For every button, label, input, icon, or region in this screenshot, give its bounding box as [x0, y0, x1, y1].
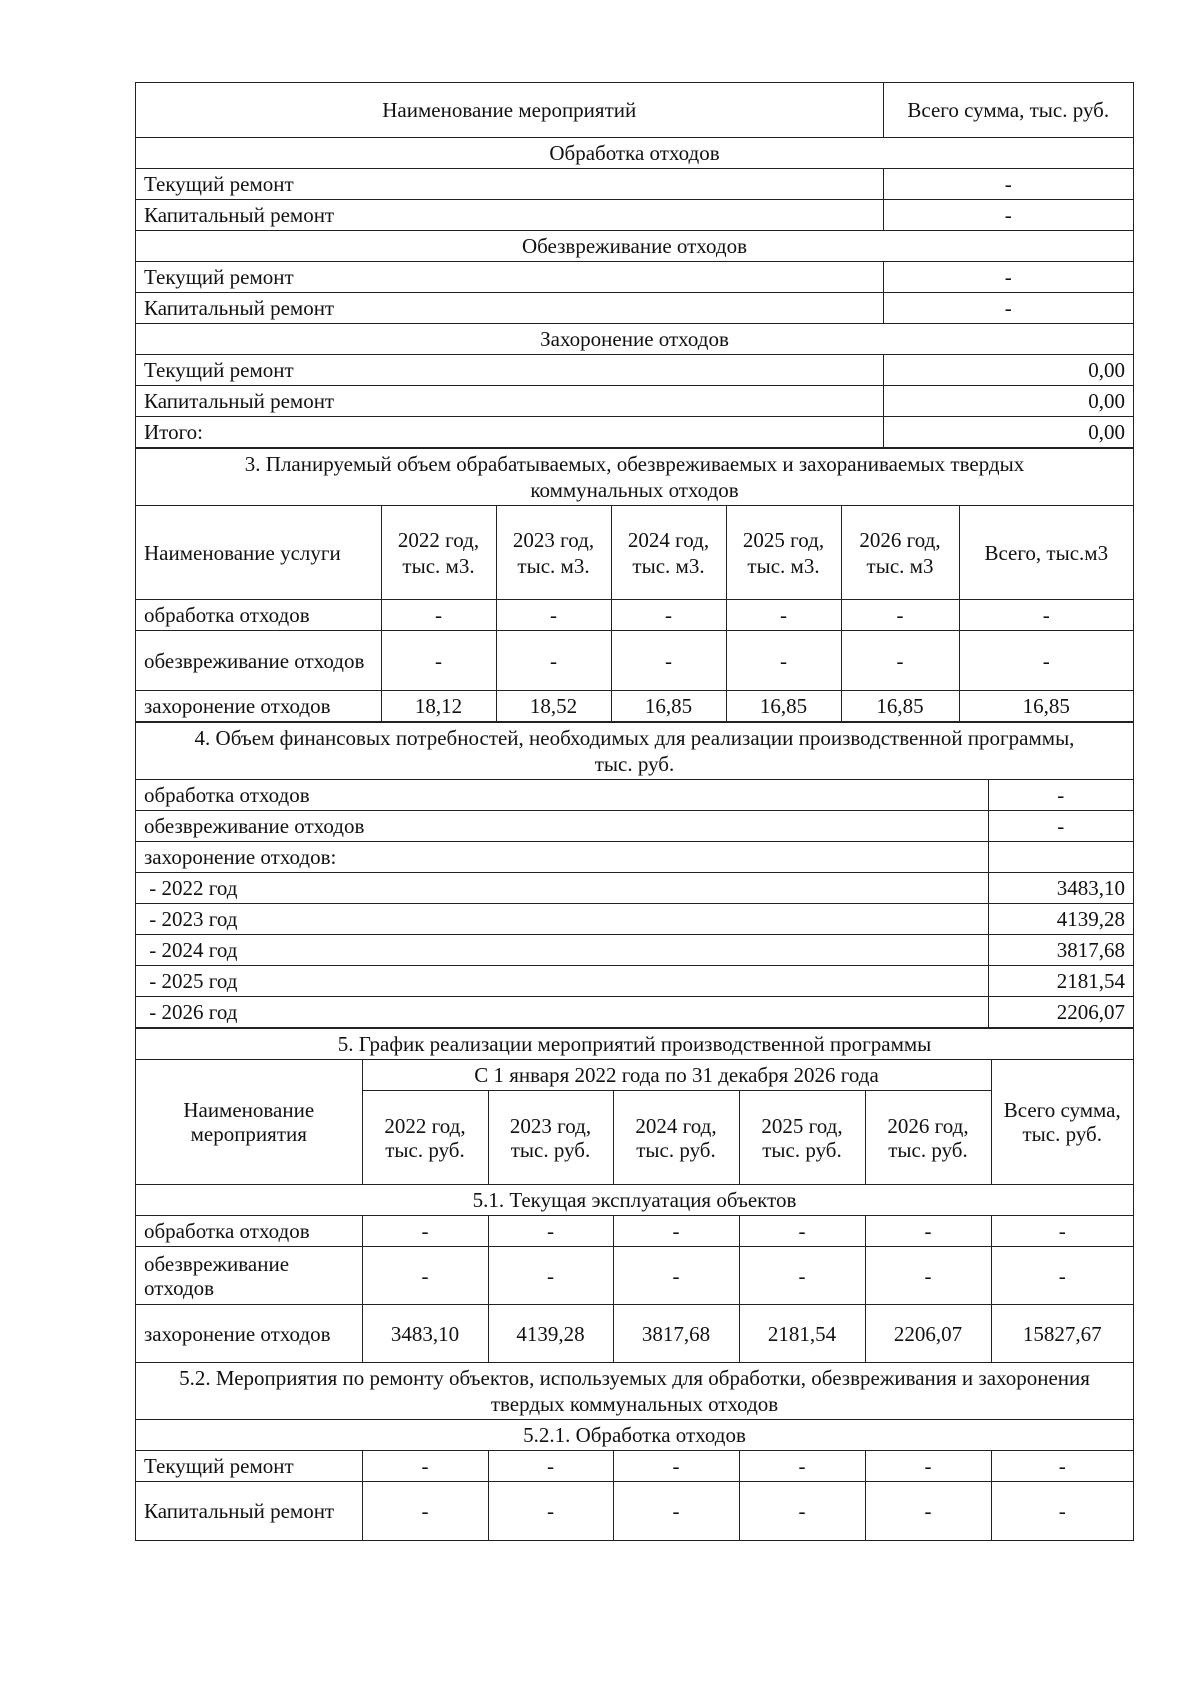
- header-name: Наименование мероприятий: [136, 83, 883, 138]
- cell: -: [613, 1451, 739, 1482]
- row-label: - 2022 год: [136, 873, 988, 904]
- row-label: Текущий ремонт: [136, 262, 883, 293]
- cell: -: [488, 1216, 613, 1247]
- year-header: 2026 год, тыс. руб.: [865, 1091, 991, 1185]
- col-header: Всего, тыс.м3: [959, 506, 1133, 600]
- section-title: Обезвреживание отходов: [136, 231, 1133, 262]
- cell: 16,85: [611, 691, 726, 722]
- row-label: Текущий ремонт: [136, 169, 883, 200]
- cell: -: [739, 1482, 865, 1540]
- total-label: Итого:: [136, 417, 883, 448]
- section-title: Захоронение отходов: [136, 324, 1133, 355]
- cell: -: [959, 631, 1133, 691]
- row-label: обезвреживание отходов: [136, 631, 381, 691]
- year-header: 2024 год, тыс. руб.: [613, 1091, 739, 1185]
- row-value: 2181,54: [988, 966, 1133, 997]
- row-label: Капитальный ремонт: [136, 386, 883, 417]
- col-header: 2026 год, тыс. м3: [841, 506, 959, 600]
- cell: 16,85: [726, 691, 841, 722]
- cell: -: [611, 600, 726, 631]
- subsection-title: 5.2. Мероприятия по ремонту объектов, используемых для обработки, обезвреживания и захоронения твердых коммунальных отходов: [136, 1363, 1133, 1420]
- cell: -: [865, 1451, 991, 1482]
- cell: 15827,67: [991, 1305, 1133, 1363]
- period-header: С 1 января 2022 года по 31 декабря 2026 года: [362, 1060, 991, 1091]
- row-label: обезвреживание отходов: [136, 1247, 362, 1305]
- document-table: [135, 82, 1134, 1541]
- row-value: -: [988, 780, 1133, 811]
- cell: -: [362, 1216, 488, 1247]
- row-value: 4139,28: [988, 904, 1133, 935]
- row-value: -: [883, 293, 1133, 324]
- col-header: Наименование услуги: [136, 506, 381, 600]
- row-value: 3483,10: [988, 873, 1133, 904]
- section-5-title: 5. График реализации мероприятий производственной программы: [136, 1029, 1133, 1060]
- row-value: 0,00: [883, 355, 1133, 386]
- col-header: 2023 год, тыс. м3.: [496, 506, 611, 600]
- cell: -: [739, 1247, 865, 1305]
- cell: -: [841, 631, 959, 691]
- cell: -: [991, 1451, 1133, 1482]
- cell: -: [613, 1216, 739, 1247]
- cell: 3817,68: [613, 1305, 739, 1363]
- row-value: 3817,68: [988, 935, 1133, 966]
- cell: 18,52: [496, 691, 611, 722]
- finance-table: [136, 722, 1133, 1028]
- cell: -: [865, 1482, 991, 1540]
- cell: -: [496, 600, 611, 631]
- cell: -: [991, 1482, 1133, 1540]
- cell: -: [496, 631, 611, 691]
- header-sum: Всего сумма, тыс. руб.: [883, 83, 1133, 138]
- total-header: Всего сумма, тыс. руб.: [991, 1060, 1133, 1185]
- repair-costs-table: [136, 83, 1133, 448]
- cell: 16,85: [959, 691, 1133, 722]
- row-label: обработка отходов: [136, 600, 381, 631]
- cell: -: [381, 600, 496, 631]
- cell: -: [841, 600, 959, 631]
- row-label: Текущий ремонт: [136, 1451, 362, 1482]
- year-header: 2025 год, тыс. руб.: [739, 1091, 865, 1185]
- row-value: -: [988, 811, 1133, 842]
- row-label: Капитальный ремонт: [136, 200, 883, 231]
- cell: 2181,54: [739, 1305, 865, 1363]
- col-header: 2024 год, тыс. м3.: [611, 506, 726, 600]
- row-label: обезвреживание отходов: [136, 811, 988, 842]
- year-header: 2023 год, тыс. руб.: [488, 1091, 613, 1185]
- cell: -: [488, 1247, 613, 1305]
- cell: 4139,28: [488, 1305, 613, 1363]
- schedule-table: [136, 1028, 1133, 1540]
- cell: -: [739, 1451, 865, 1482]
- row-label: Капитальный ремонт: [136, 293, 883, 324]
- col-header: 2025 год, тыс. м3.: [726, 506, 841, 600]
- cell: -: [613, 1247, 739, 1305]
- row-label: захоронение отходов: [136, 691, 381, 722]
- cell: -: [381, 631, 496, 691]
- cell: -: [362, 1482, 488, 1540]
- cell: -: [613, 1482, 739, 1540]
- cell: -: [488, 1451, 613, 1482]
- cell: -: [362, 1451, 488, 1482]
- row-label: - 2026 год: [136, 997, 988, 1028]
- row-label: Текущий ремонт: [136, 355, 883, 386]
- year-header: 2022 год, тыс. руб.: [362, 1091, 488, 1185]
- cell: -: [726, 600, 841, 631]
- section-4-title: 4. Объем финансовых потребностей, необходимых для реализации производственной программы, тыс. руб.: [136, 723, 1133, 780]
- row-value: -: [883, 262, 1133, 293]
- subsection-title: 5.2.1. Обработка отходов: [136, 1420, 1133, 1451]
- section-3-title: 3. Планируемый объем обрабатываемых, обезвреживаемых и захораниваемых твердых коммунальных отходов: [136, 449, 1133, 506]
- row-label: захоронение отходов: [136, 1305, 362, 1363]
- cell: 3483,10: [362, 1305, 488, 1363]
- cell: -: [488, 1482, 613, 1540]
- row-label: захоронение отходов:: [136, 842, 988, 873]
- cell: -: [865, 1216, 991, 1247]
- cell: -: [726, 631, 841, 691]
- col-header: 2022 год, тыс. м3.: [381, 506, 496, 600]
- cell: -: [739, 1216, 865, 1247]
- row-value: -: [883, 169, 1133, 200]
- volume-table: [136, 448, 1133, 722]
- section-title: Обработка отходов: [136, 138, 1133, 169]
- cell: 2206,07: [865, 1305, 991, 1363]
- row-value: 0,00: [883, 386, 1133, 417]
- cell: 18,12: [381, 691, 496, 722]
- row-label: - 2023 год: [136, 904, 988, 935]
- row-value: 2206,07: [988, 997, 1133, 1028]
- total-value: 0,00: [883, 417, 1133, 448]
- row-value: [988, 842, 1133, 873]
- cell: -: [362, 1247, 488, 1305]
- row-label: - 2024 год: [136, 935, 988, 966]
- cell: -: [959, 600, 1133, 631]
- row-label: - 2025 год: [136, 966, 988, 997]
- name-header: Наименование мероприятия: [136, 1060, 362, 1185]
- row-value: -: [883, 200, 1133, 231]
- cell: 16,85: [841, 691, 959, 722]
- cell: -: [991, 1216, 1133, 1247]
- row-label: обработка отходов: [136, 780, 988, 811]
- cell: -: [865, 1247, 991, 1305]
- cell: -: [991, 1247, 1133, 1305]
- row-label: обработка отходов: [136, 1216, 362, 1247]
- subsection-title: 5.1. Текущая эксплуатация объектов: [136, 1185, 1133, 1216]
- row-label: Капитальный ремонт: [136, 1482, 362, 1540]
- cell: -: [611, 631, 726, 691]
